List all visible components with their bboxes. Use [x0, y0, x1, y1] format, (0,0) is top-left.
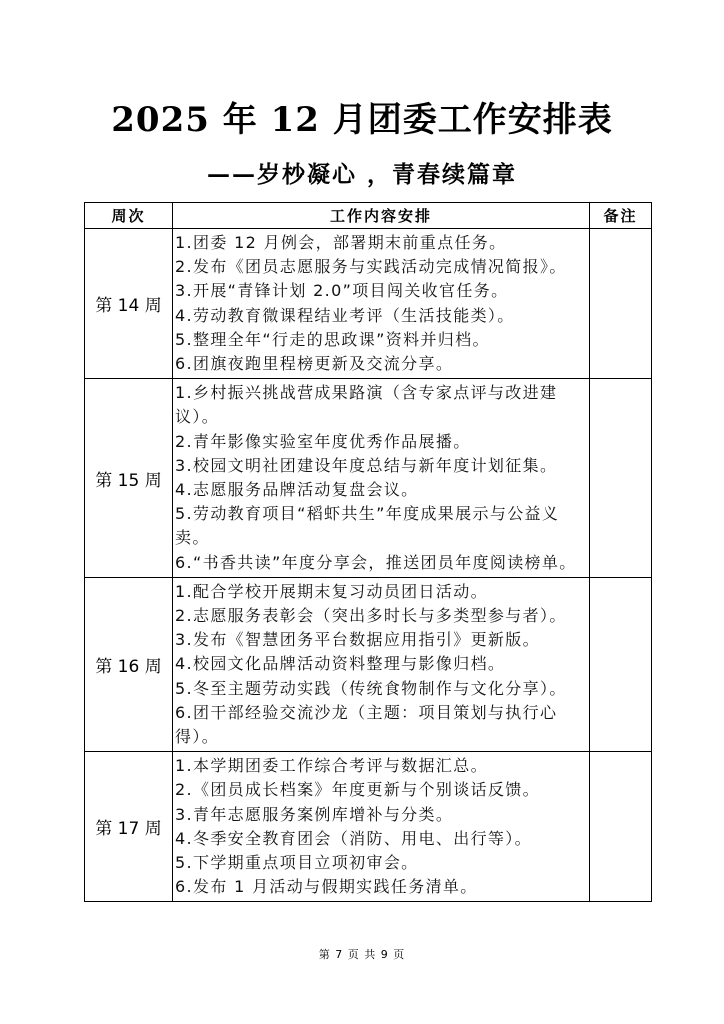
task-item: 6.团干部经验交流沙龙（主题：项目策划与执行心得）。: [175, 702, 558, 747]
task-item: 4.劳动教育微课程结业考评（生活技能类）。: [175, 305, 515, 325]
header-content: 工作内容安排: [173, 203, 590, 229]
task-item: 1.本学期团委工作综合考评与数据汇总。: [175, 756, 488, 776]
task-item: 4.冬季安全教育团会（消防、用电、出行等）。: [175, 828, 532, 848]
page-title: 2025 年 12 月团委工作安排表: [111, 100, 613, 140]
task-item: 4.志愿服务品牌活动复盘会议。: [175, 480, 419, 500]
header-week: 周次: [85, 203, 173, 229]
table-row: [85, 577, 652, 751]
task-item: 3.开展“青锋计划 2.0”项目闯关收官任务。: [175, 281, 509, 301]
task-item: 2.志愿服务表彰会（突出多时长与多类型参与者）。: [175, 606, 567, 626]
task-item: 3.校园文明社团建设年度总结与新年度计划征集。: [175, 455, 558, 475]
page-subtitle: ——岁杪凝心 ，青春续篇章: [206, 161, 517, 188]
table-row: [85, 752, 652, 902]
task-item: 5.整理全年“行走的思政课”资料并归档。: [175, 329, 490, 349]
task-item: 3.青年志愿服务案例库增补与分类。: [175, 804, 454, 824]
task-item: 6.团旗夜跑里程榜更新及交流分享。: [175, 354, 454, 374]
week-cell: 第 15 周: [85, 379, 173, 578]
task-item: 2.青年影像实验室年度优秀作品展播。: [175, 431, 471, 451]
note-cell: [590, 379, 652, 578]
week-cell: 第 16 周: [85, 577, 173, 751]
task-item: 6.发布 1 月活动与假期实践任务清单。: [175, 877, 478, 897]
task-item: 1.团委 12 月例会，部署期末前重点任务。: [175, 233, 507, 252]
table-row: [85, 379, 652, 578]
task-item: 3.发布《智慧团务平台数据应用指引》更新版。: [175, 630, 540, 650]
content-cell: [173, 229, 590, 379]
note-cell: [590, 752, 652, 902]
content-cell: [173, 577, 590, 751]
task-item: 5.劳动教育项目“稻虾共生”年度成果展示与公益义卖。: [175, 504, 560, 548]
task-item: 6.“书香共读”年度分享会，推送团员年度阅读榜单。: [175, 552, 577, 572]
schedule-table: [84, 202, 652, 902]
task-item: 2.《团员成长档案》年度更新与个别谈话反馈。: [175, 780, 540, 800]
week-cell: 第 17 周: [85, 752, 173, 902]
note-cell: [590, 229, 652, 379]
table-header-row: [85, 203, 652, 229]
content-cell: [173, 379, 590, 578]
week-cell: 第 14 周: [85, 229, 173, 379]
task-item: 1.乡村振兴挑战营成果路演（含专家点评与改进建议）。: [175, 383, 558, 427]
task-item: 4.校园文化品牌活动资料整理与影像归档。: [175, 654, 506, 674]
task-item: 5.下学期重点项目立项初审会。: [175, 853, 419, 873]
header-note: 备注: [590, 203, 652, 229]
content-cell: [173, 752, 590, 902]
task-item: 5.冬至主题劳动实践（传统食物制作与文化分享）。: [175, 678, 567, 698]
table-row: [85, 229, 652, 379]
task-item: 1.配合学校开展期末复习动员团日活动。: [175, 581, 488, 601]
note-cell: [590, 577, 652, 751]
page-footer: 第 7 页 共 9 页: [318, 948, 406, 961]
task-item: 2.发布《团员志愿服务与实践活动完成情况简报》。: [175, 257, 567, 277]
